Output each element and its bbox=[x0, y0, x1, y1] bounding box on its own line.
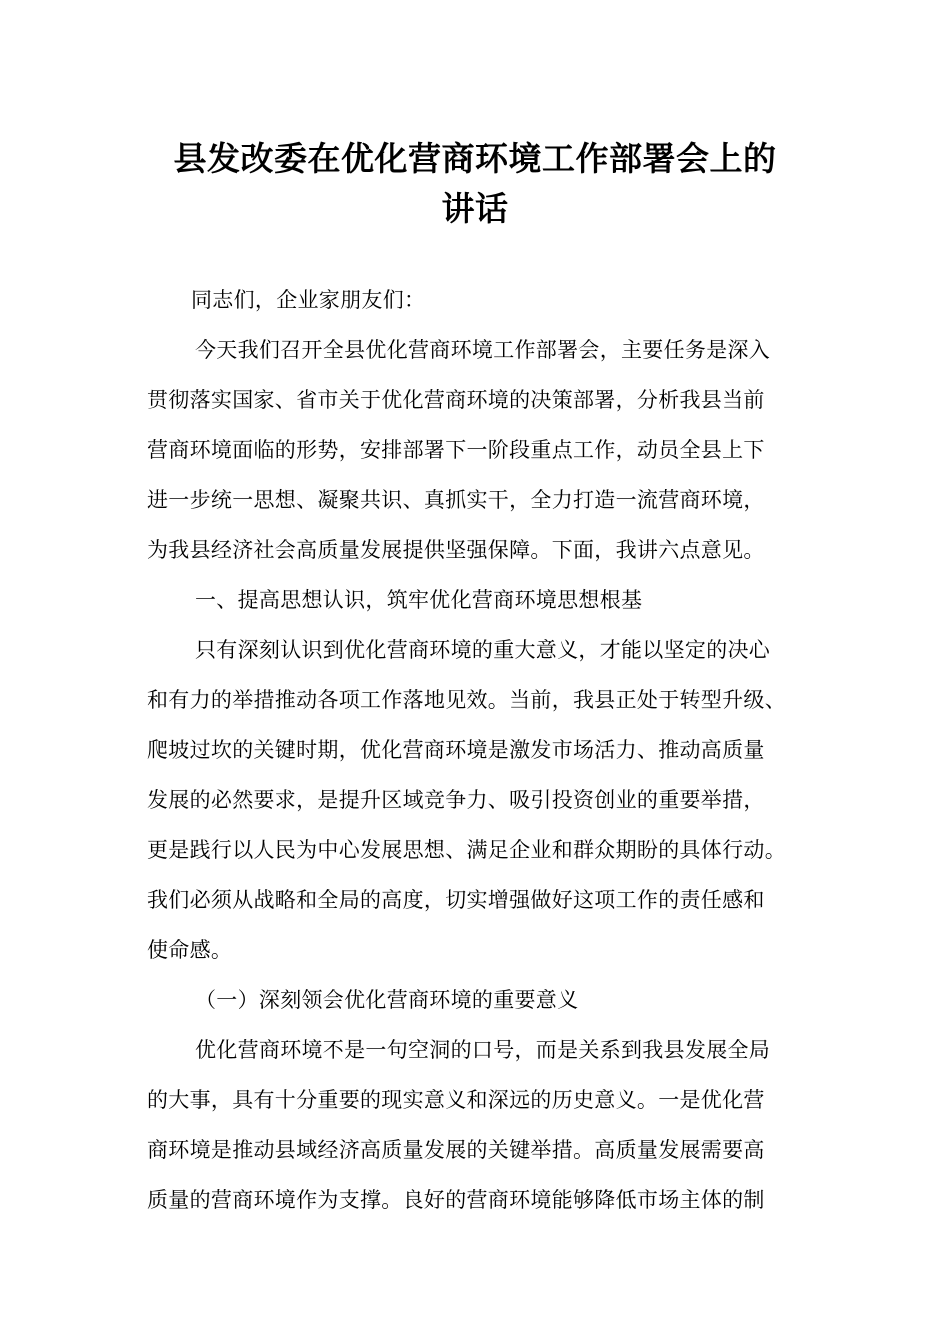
paragraph-line: 优化营商环境不是一句空洞的口号，而是关系到我县发展全局 bbox=[195, 1038, 771, 1062]
paragraph-line: 营商环境面临的形势，安排部署下一阶段重点工作，动员全县上下 bbox=[147, 438, 765, 462]
paragraph-line: 贯彻落实国家、省市关于优化营商环境的决策部署，分析我县当前 bbox=[147, 388, 765, 412]
paragraph-line: 发展的必然要求，是提升区域竞争力、吸引投资创业的重要举措， bbox=[147, 788, 765, 812]
paragraph-line: 今天我们召开全县优化营商环境工作部署会，主要任务是深入 bbox=[195, 338, 771, 362]
subsection-heading: （一）深刻领会优化营商环境的重要意义 bbox=[195, 988, 579, 1012]
paragraph-line: 的大事，具有十分重要的现实意义和深远的历史意义。一是优化营 bbox=[147, 1088, 765, 1112]
paragraph-line: 商环境是推动县域经济高质量发展的关键举措。高质量发展需要高 bbox=[147, 1138, 765, 1162]
document-title-line-1: 县发改委在优化营商环境工作部署会上的 bbox=[173, 139, 777, 178]
paragraph-line: 更是践行以人民为中心发展思想、满足企业和群众期盼的具体行动。 bbox=[147, 838, 786, 862]
document-title-line-2: 讲话 bbox=[441, 189, 509, 228]
salutation: 同志们，企业家朋友们： bbox=[191, 288, 426, 312]
paragraph-line: 进一步统一思想、凝聚共识、真抓实干，全力打造一流营商环境， bbox=[147, 488, 765, 512]
paragraph-line: 我们必须从战略和全局的高度，切实增强做好这项工作的责任感和 bbox=[147, 888, 765, 912]
paragraph-line: 只有深刻认识到优化营商环境的重大意义，才能以坚定的决心 bbox=[195, 638, 771, 662]
paragraph-line: 使命感。 bbox=[147, 938, 233, 962]
paragraph-line: 和有力的举措推动各项工作落地见效。当前，我县正处于转型升级、 bbox=[147, 688, 786, 712]
paragraph-line: 质量的营商环境作为支撑。良好的营商环境能够降低市场主体的制 bbox=[147, 1188, 765, 1212]
paragraph-line: 爬坡过坎的关键时期，优化营商环境是激发市场活力、推动高质量 bbox=[147, 738, 765, 762]
paragraph-line: 为我县经济社会高质量发展提供坚强保障。下面，我讲六点意见。 bbox=[147, 538, 765, 562]
section-heading: 一、提高思想认识，筑牢优化营商环境思想根基 bbox=[195, 588, 643, 612]
